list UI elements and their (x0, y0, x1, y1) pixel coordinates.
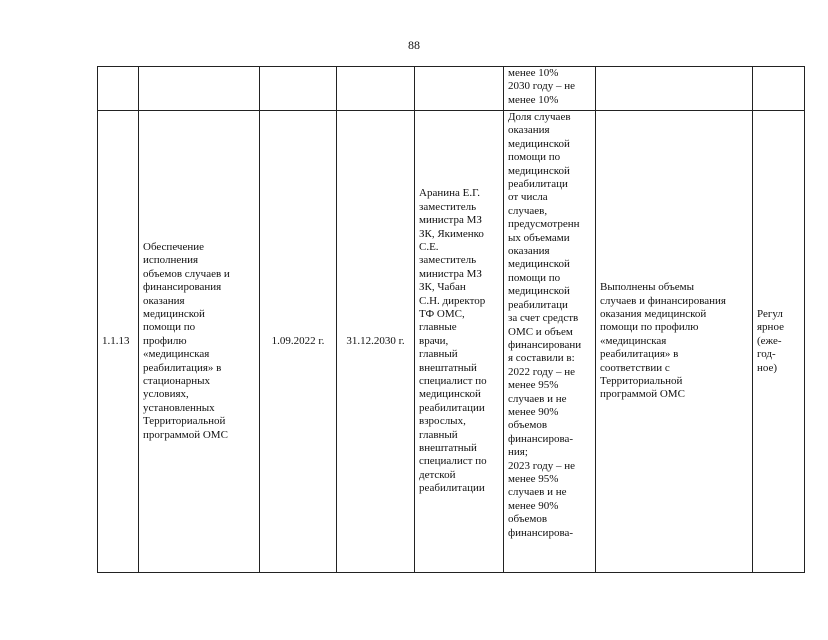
cell-result (596, 67, 753, 111)
cell-number: 1.1.13 (98, 111, 139, 573)
plan-table (97, 66, 805, 573)
cell-indicator: Доля случаев оказания медицинской помощи по медицинской реабилитаци от числа случаев, предусмотренн ых объемами оказания медицинской помощи по медицинской реабилитаци за счет средств ОМС и объем финансировани я составили в: 2022 году – не менее 95% случаев и не менее 90% объемов финансирова- ния; 2023 году – не менее 95% случаев и не менее 90% объемов финансирова- (504, 111, 596, 573)
cell-measure (139, 67, 260, 111)
table-row (98, 111, 805, 573)
cell-start-date: 1.09.2022 г. (260, 111, 337, 573)
cell-responsible: Аранина Е.Г. заместитель министра МЗ ЗК, Якименко С.Е. заместитель министра МЗ ЗК, Чабан С.Н. директор ТФ ОМС, главные врачи, главный внештатный специалист по медицинской реабилитации взрослых, главный внештатный специалист по детской реабилитации (415, 111, 504, 573)
cell-periodicity (753, 67, 805, 111)
page-number: 88 (408, 38, 420, 52)
cell-result: Выполнены объемы случаев и финансирования оказания медицинской помощи по профилю «медицинская реабилитация» в соответствии с Территориальной программой ОМС (596, 111, 753, 573)
cell-measure: Обеспечение исполнения объемов случаев и финансирования оказания медицинской помощи по профилю «медицинская реабилитация» в стационарных условиях, установленных Территориальной программой ОМС (139, 111, 260, 573)
table-row (98, 67, 805, 111)
cell-responsible (415, 67, 504, 111)
cell-start-date (260, 67, 337, 111)
cell-periodicity: Регул ярное (еже- год- ное) (753, 111, 805, 573)
cell-end-date (337, 67, 415, 111)
cell-end-date: 31.12.2030 г. (337, 111, 415, 573)
cell-indicator: менее 10% 2030 году – не менее 10% (504, 67, 596, 111)
cell-number (98, 67, 139, 111)
